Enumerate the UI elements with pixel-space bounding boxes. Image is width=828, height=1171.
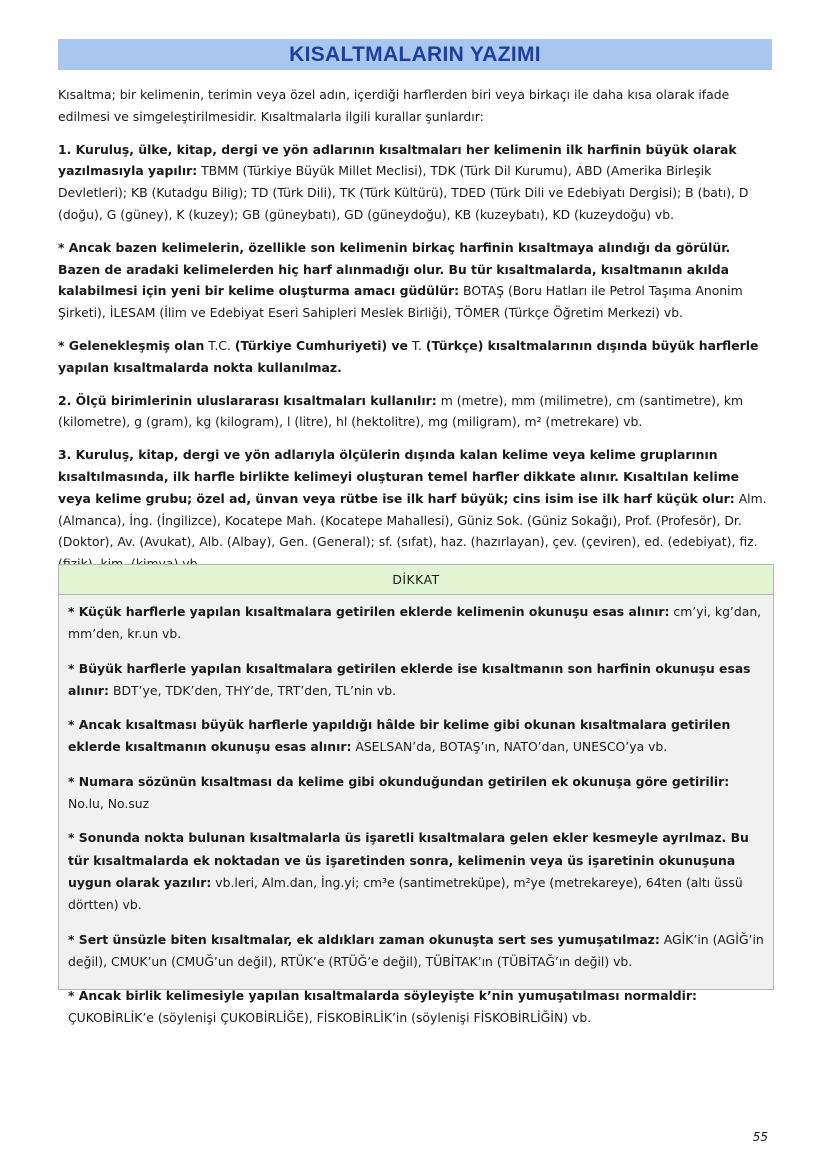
intro-paragraph: Kısaltma; bir kelimenin, terimin veya özel adın, içerdiği harflerden biri veya birkaçı ile daha kısa olarak ifade edilmesi ve simgeleştirilmesidir. Kısaltmalarla ilgili kurallar şunlardır:: [58, 87, 730, 124]
attention-item: [68, 827, 764, 916]
title-banner: [58, 39, 772, 70]
attention-item: [68, 771, 764, 816]
rule-1-exception-part-5: (Türkçe) kısaltmalarının dışında büyük harflerle yapılan kısaltmalarda nokta kullanılmaz.: [58, 337, 759, 375]
attention-box-header: DİKKAT: [59, 565, 773, 595]
attention-item-examples: ASELSAN’da, BOTAŞ’ın, NATO’dan, UNESCO’ya vb.: [351, 739, 668, 755]
rule-3-text: Alm. (Almanca), İng. (İngilizce), Kocatepe Mah. (Kocatepe Mahallesi), Güniz Sok. (Güniz Sokağı), Prof. (Profesör), Dr. (Doktor), Av. (Avukat), Alb. (Albay), Gen. (General); sf. (sıfat), haz. (hazırlayan), çev. (çeviren), ed. (edebiyat), fiz.: [58, 490, 767, 550]
rule-3: [58, 444, 772, 575]
rule-3-heading: 3. Kuruluş, kitap, dergi ve yön adlarıyla ölçülerin dışında kalan kelime veya kelime gruplarının kısaltılmasında, ilk harfle birlikte kelimeyi oluşturan temel harfler dikkate alınır. Kısaltılan kelime veya kelime grubu; özel ad, ünvan veya rütbe ise ilk harf büyük; cins isim ise ilk harf küçük olur:: [58, 447, 740, 506]
rule-2: [58, 390, 772, 434]
attention-item-rule: * Sonunda nokta bulunan kısaltmalarla üs işaretli kısaltmalara gelen ekler kesmeyle ayrılmaz. Bu tür kısaltmalarda ek noktadan ve üs işaretinden sonra, kelimenin veya üs işaretinin okunuşuna uygun olarak yazılır:: [68, 830, 749, 890]
attention-item-rule: * Sert ünsüzle biten kısaltmalar, ek aldıkları zaman okunuşta sert ses yumuşatılmaz:: [68, 931, 660, 947]
rule-1-heading: 1. Kuruluş, ülke, kitap, dergi ve yön adlarının kısaltmaları her kelimenin ilk harfinin büyük olarak yazılmasıyla yapılır:: [58, 141, 737, 179]
attention-item: [68, 929, 764, 974]
attention-item-examples: AGİK’in (AGİĞ’in değil), CMUK’un (CMUĞ’un değil), RTÜK’e (RTÜĞ’e değil), TÜBİTAK’ın (TÜBİTAĞ’ın değil) vb.: [68, 931, 764, 969]
rule-1-note-text: BOTAŞ (Boru Hatları ile Petrol Taşıma Anonim Şirketi), İLESAM (İlim ve Edebiyat Eseri Sahipleri Meslek Birliği), TÖMER (Türkçe Öğretim Merkezi) vb.: [58, 283, 743, 321]
rule-1-note: [58, 237, 772, 324]
attention-item-rule: * Küçük harflerle yapılan kısaltmalara getirilen eklerde kelimenin okunuşu esas alınır:: [68, 604, 670, 619]
rule-1-exception-part-1: * Gelenekleşmiş olan: [58, 337, 205, 353]
attention-box: [58, 564, 774, 1026]
rule-1-text: TBMM (Türkiye Büyük Millet Meclisi), TDK (Türk Dil Kurumu), ABD (Amerika Birleşik Devletleri); KB (Kutadgu Bilig); TD (Türk Dili), TK (Türk Kültürü), TDED (Türk Dili ve Edebiyatı Dergisi); B (batı), D (doğu), G (güney), K (kuzey); GB (güneybatı), GD (güneydoğu), KB (kuzeybatı), KD (kuzeydoğu) vb.: [58, 163, 749, 222]
attention-item-rule: * Ancak birlik kelimesiyle yapılan kısaltmalarda söyleyişte k’nin yumuşatılması normaldir:: [68, 988, 697, 1004]
rule-2-text: m (metre), mm (milimetre), cm (santimetre), km (kilometre), g (gram), kg (kilogram), l (litre), hl (hektolitre), mg (miligram), m² (metrekare) vb.: [58, 392, 744, 430]
attention-item-rule: * Büyük harflerle yapılan kısaltmalara getirilen eklerde ise kısaltmanın son harfinin okunuşu esas alınır:: [68, 660, 751, 698]
rule-2-heading: 2. Ölçü birimlerinin uluslararası kısaltmaları kullanılır:: [58, 392, 437, 408]
attention-item-examples: cm’yi, kg’dan, mm’den, kr.un vb.: [68, 604, 762, 642]
rule-1-exception-part-4: T.: [407, 337, 426, 353]
rule-1: [58, 139, 772, 226]
attention-item: [68, 985, 764, 1030]
rule-1-note-heading: * Ancak bazen kelimelerin, özellikle son kelimenin birkaç harfinin kısaltmaya alındığı da görülür. Bazen de aradaki kelimelerden hiç harf alınmadığı olur. Bu tür kısaltmalarda, kısaltmanın akılda kalabilmesi için yeni bir kelime oluşturma amacı güdülür:: [58, 239, 731, 299]
attention-item-examples: ÇUKOBİRLİK’e (söylenişi ÇUKOBİRLİĞE), FİSKOBİRLİK’in (söylenişi FİSKOBİRLİĞİN) vb.: [68, 1010, 592, 1026]
attention-item: [68, 601, 764, 646]
attention-item: [68, 714, 764, 759]
page-number: 55: [752, 1130, 768, 1144]
attention-item-examples: No.lu, No.suz: [68, 796, 150, 812]
attention-item-examples: vb.leri, Alm.dan, İng.yi; cm³e (santimetreküpe), m²ye (metrekareye), 64ten (altı üssü dörtten) vb.: [68, 874, 743, 913]
attention-item-examples: BDT’ye, TDK’den, THY’de, TRT’den, TL’nin vb.: [109, 682, 397, 698]
attention-item: [68, 658, 764, 703]
rule-1-exception-part-3: (Türkiye Cumhuriyeti) ve: [234, 337, 408, 353]
attention-item-rule: * Numara sözünün kısaltması da kelime gibi okunduğundan getirilen ek okunuşa göre getirilir:: [68, 773, 730, 789]
main-content: [58, 84, 772, 586]
attention-box-body: [59, 595, 773, 1030]
rule-1-exception-part-2: T.C.: [204, 337, 235, 353]
rule-1-exception: [58, 335, 772, 379]
attention-item-rule: * Ancak kısaltması büyük harflerle yapıldığı hâlde bir kelime gibi okunan kısaltmalara getirilen eklerde kısaltmanın okunuşu esas alınır:: [68, 717, 731, 755]
page-title: KISALTMALARIN YAZIMI: [289, 42, 541, 66]
